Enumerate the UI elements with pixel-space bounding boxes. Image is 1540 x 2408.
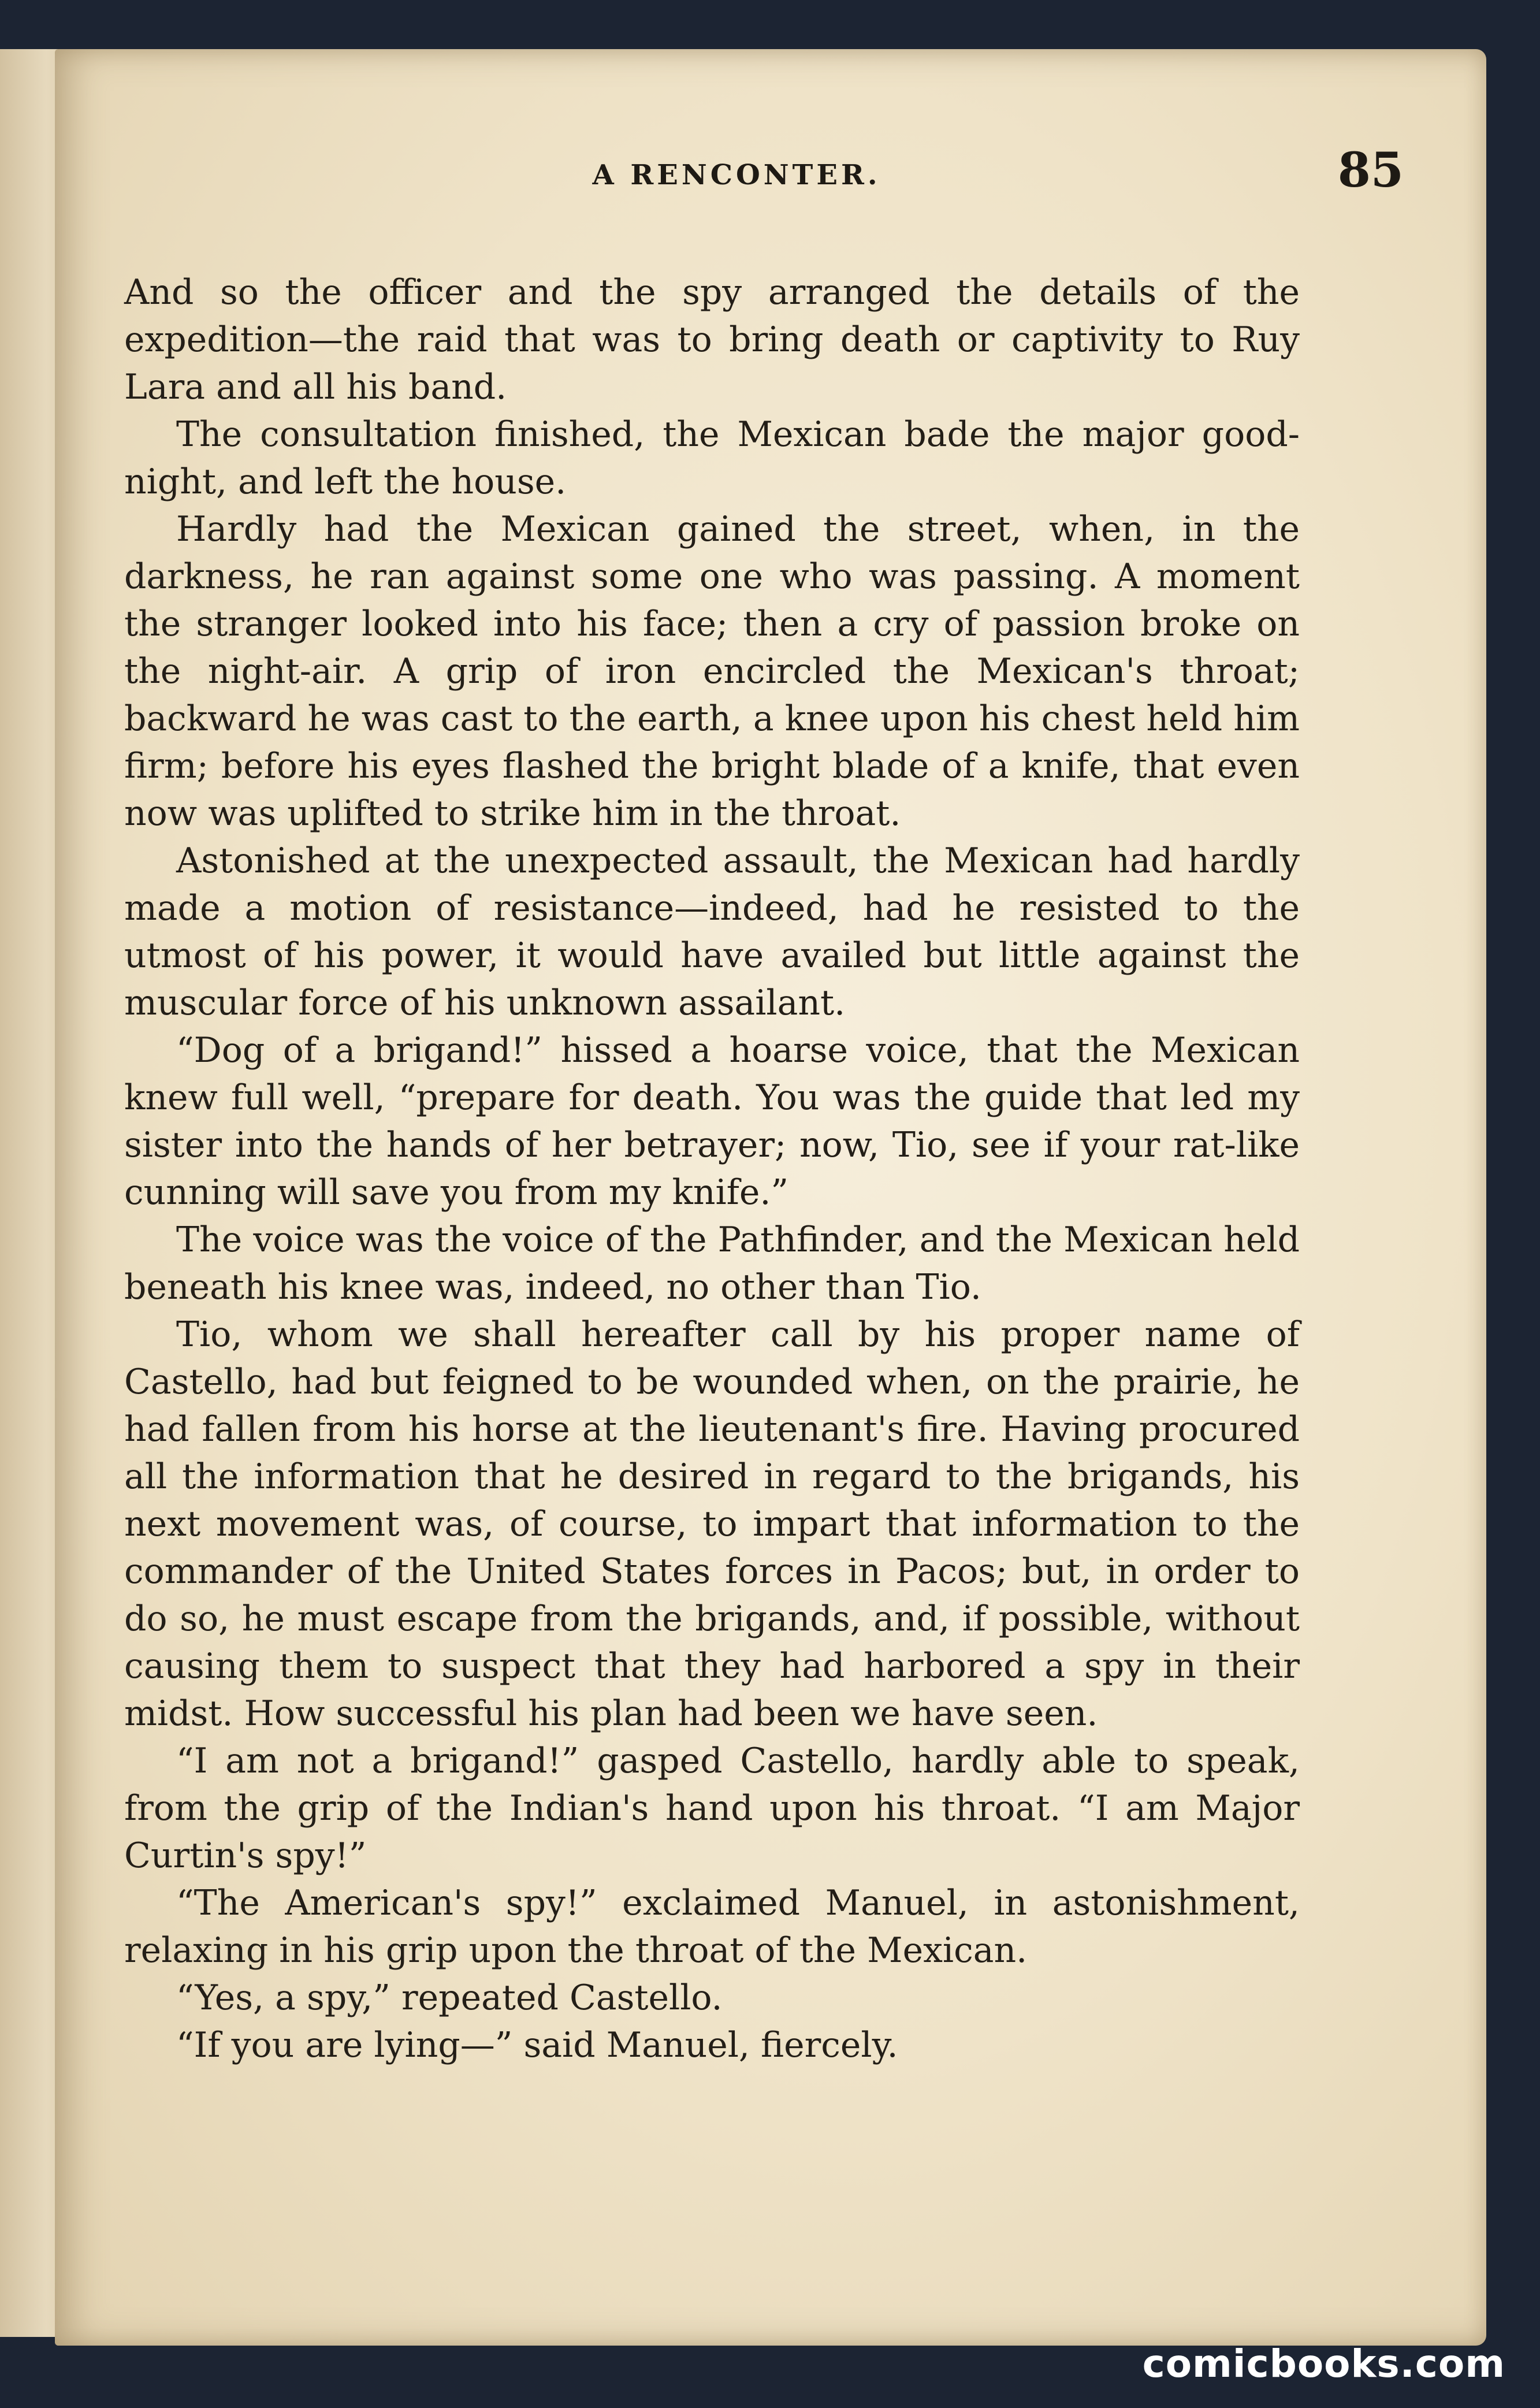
paragraph: “The American's spy!” exclaimed Manuel, in astonishment, relaxing in his grip upon the throat of the Mexican. xyxy=(124,1883,1300,1971)
watermark-text: comicbooks.com xyxy=(1142,2342,1505,2386)
running-head: A RENCONTER. xyxy=(592,159,881,191)
body-text xyxy=(124,269,1300,2069)
paragraph: The voice was the voice of the Pathfinder, and the Mexican held beneath his knee was, indeed, no other than Tio. xyxy=(124,1220,1300,1307)
page-header xyxy=(69,136,1404,205)
paragraph: “I am not a brigand!” gasped Castello, hardly able to speak, from the grip of the Indian's hand upon his throat. “I am Major Curtin's spy!” xyxy=(124,1741,1300,1876)
paragraph: “If you are lying—” said Manuel, fiercely. xyxy=(176,2025,898,2065)
paragraph: Astonished at the unexpected assault, the Mexican had hardly made a motion of resistance—indeed, had he resisted to the utmost of his power, it would have availed but little against the muscular force of his unknown assailant. xyxy=(124,841,1300,1023)
paragraph: Tio, whom we shall hereafter call by his proper name of Castello, had but feigned to be wounded when, on the prairie, he had fallen from his horse at the lieutenant's fire. Having procured all the information that he desired in regard to the brigands, his next movement was, of course, to impart that information to the commander of the United States forces in Pacos; but, in order to do so, he must escape from the brigands, and, if possible, without causing them to suspect that they had harbored a spy in their midst. How successful his plan had been we have seen. xyxy=(124,1314,1300,1734)
paragraph: Hardly had the Mexican gained the street, when, in the darkness, he ran against some one who was passing. A moment the stranger looked into his face; then a cry of passion broke on the night-air. A grip of iron encircled the Mexican's throat; backward he was cast to the earth, a knee upon his chest held him firm; before his eyes flashed the bright blade of a knife, that even now was uplifted to strike him in the throat. xyxy=(124,509,1300,834)
page-number: 85 xyxy=(1337,143,1404,198)
paragraph: The consultation finished, the Mexican bade the major good-night, and left the house. xyxy=(124,414,1300,502)
paragraph: And so the officer and the spy arranged the details of the expedition—the raid that was to bring death or captivity to Ruy Lara and all his band. xyxy=(124,272,1300,407)
paragraph: “Yes, a spy,” repeated Castello. xyxy=(176,1978,723,2018)
paragraph: “Dog of a brigand!” hissed a hoarse voice, that the Mexican knew full well, “prepare for death. You was the guide that led my sister into the hands of her betrayer; now, Tio, see if your rat-like cunning will save you from my knife.” xyxy=(124,1030,1300,1213)
